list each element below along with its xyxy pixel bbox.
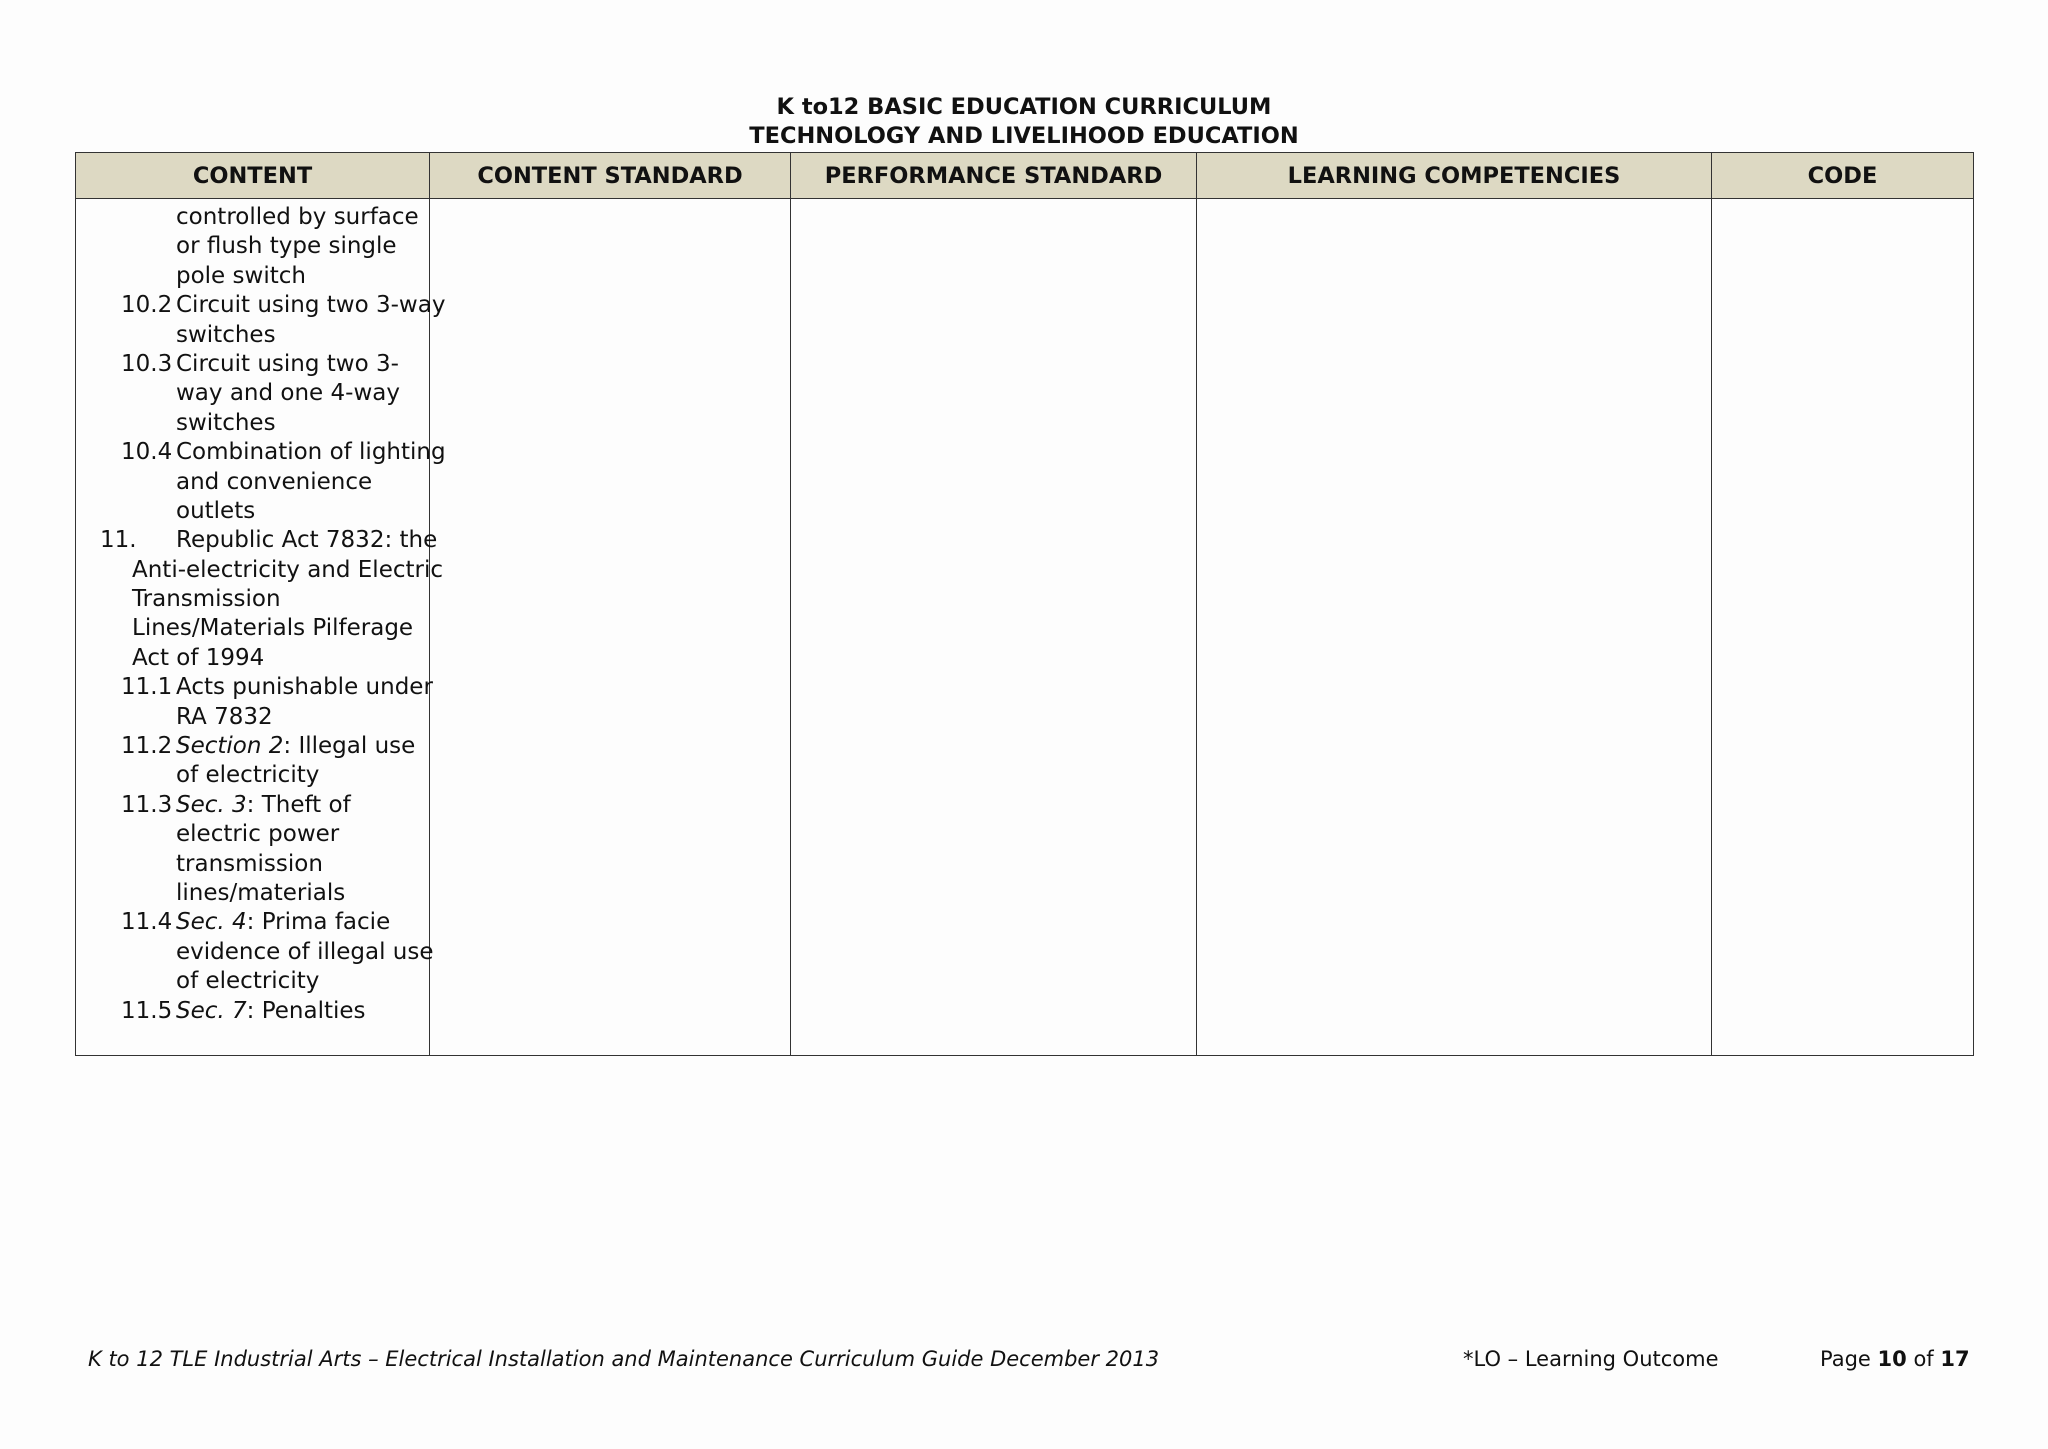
outline-text-plain: evidence of illegal use [176, 938, 434, 965]
outline-text-plain: of electricity [176, 968, 320, 995]
outline-number: 11.5 [121, 997, 173, 1024]
outline-text-emphasis: Sec. 7 [176, 997, 247, 1024]
content-line [76, 761, 429, 790]
content-line [76, 497, 429, 526]
outline-text-plain: Transmission [132, 586, 281, 613]
outline-number: 11.4 [121, 909, 173, 936]
outline-text [176, 938, 434, 967]
outline-text [176, 526, 437, 555]
content-standard-cell [430, 199, 791, 1056]
column-header-content-standard: CONTENT STANDARD [430, 153, 791, 199]
outline-text-plain: controlled by surface [176, 204, 419, 230]
outline-text [176, 791, 351, 820]
outline-text [176, 820, 339, 849]
outline-text [176, 761, 319, 790]
document-header [0, 93, 2048, 151]
content-line [76, 321, 429, 350]
outline-text-rest: : Penalties [246, 997, 366, 1024]
outline-number: 10.3 [121, 350, 173, 377]
outline-text-plain: and convenience [176, 468, 373, 495]
outline-number: 11.2 [121, 733, 173, 760]
outline-text-plain: Republic Act 7832: the [176, 527, 438, 554]
content-line [76, 291, 446, 320]
outline-text-rest: : Prima facie [246, 909, 391, 936]
outline-number: 10.2 [121, 292, 173, 319]
performance-standard-cell [791, 199, 1197, 1056]
content-line [76, 644, 429, 673]
outline-text [132, 585, 281, 614]
content-line [76, 732, 429, 761]
outline-text [176, 497, 255, 526]
outline-text-plain: lines/materials [176, 879, 346, 906]
content-line [76, 703, 429, 732]
outline-text [176, 262, 306, 291]
outline-text [176, 232, 397, 261]
content-line [76, 409, 429, 438]
outline-text-plain: RA 7832 [176, 703, 273, 730]
content-line [76, 438, 446, 467]
content-line [76, 879, 429, 908]
content-line [76, 526, 438, 555]
outline-text-emphasis: Sec. 3 [176, 791, 247, 818]
outline-number: 11. [100, 527, 137, 554]
outline-text-plain: outlets [176, 497, 256, 524]
footer-lo-note: *LO – Learning Outcome [1463, 1347, 1719, 1371]
outline-text [132, 556, 443, 585]
outline-text-plain: of electricity [176, 762, 320, 789]
outline-text [132, 614, 413, 643]
content-line [76, 614, 429, 643]
outline-text [132, 644, 264, 673]
code-cell [1712, 199, 1974, 1056]
outline-text [176, 732, 415, 761]
content-line [76, 791, 429, 820]
outline-text-emphasis: Section 2 [176, 733, 284, 760]
outline-text [176, 850, 323, 879]
column-header-learning-competencies: LEARNING COMPETENCIES [1197, 153, 1712, 199]
outline-text-plain: switches [176, 409, 276, 436]
content-line [76, 350, 429, 379]
outline-text-plain: switches [176, 321, 276, 348]
column-header-code: CODE [1712, 153, 1974, 199]
outline-text-plain: Anti-electricity and Electric [132, 556, 444, 583]
content-line [76, 468, 429, 497]
outline-text-plain: Circuit using two 3- [176, 350, 399, 377]
subject-title: TECHNOLOGY AND LIVELIHOOD EDUCATION [749, 123, 1299, 149]
outline-text [176, 908, 390, 937]
content-line [76, 938, 434, 967]
outline-text-plain: Lines/Materials Pilferage [132, 615, 414, 642]
content-line [76, 673, 433, 702]
outline-text-plain: or flush type single [176, 233, 397, 260]
outline-text-rest: : Theft of [246, 791, 351, 818]
content-line [76, 997, 429, 1026]
outline-text-plain: pole switch [176, 262, 306, 289]
content-line [76, 908, 429, 937]
content-outline [76, 203, 446, 1026]
outline-text-plain: transmission [176, 850, 323, 877]
outline-text [176, 673, 433, 702]
outline-text [176, 203, 419, 232]
content-line [76, 820, 429, 849]
outline-text [176, 468, 372, 497]
outline-text-rest: : Illegal use [283, 733, 416, 760]
outline-text [176, 879, 345, 908]
learning-competencies-cell [1197, 199, 1712, 1056]
outline-text [176, 379, 400, 408]
content-line [76, 262, 429, 291]
column-header-performance-standard: PERFORMANCE STANDARD [791, 153, 1197, 199]
page-label: Page [1820, 1347, 1871, 1371]
content-line [76, 379, 429, 408]
content-line [76, 232, 429, 261]
curriculum-table [75, 152, 1974, 1056]
page-current: 10 [1877, 1347, 1907, 1371]
outline-text [176, 997, 366, 1026]
outline-text-plain: Combination of lighting [176, 439, 446, 466]
content-line [76, 850, 429, 879]
curriculum-title: K to12 BASIC EDUCATION CURRICULUM [776, 94, 1272, 120]
outline-text-plain: Acts punishable under [176, 674, 433, 701]
column-header-content: CONTENT [76, 153, 430, 199]
content-cell [76, 199, 446, 1056]
content-line [76, 967, 429, 996]
outline-text [176, 438, 446, 467]
outline-text [176, 967, 319, 996]
table-header-row [76, 153, 1974, 199]
table-row [76, 199, 1974, 1056]
outline-text [176, 703, 273, 732]
page-number [1820, 1346, 1970, 1372]
outline-text-emphasis: Sec. 4 [176, 909, 247, 936]
outline-text-plain: way and one 4-way [176, 380, 400, 407]
outline-text [176, 291, 445, 320]
content-line [76, 585, 429, 614]
content-line [76, 203, 429, 232]
footer-guide-title: K to 12 TLE Industrial Arts – Electrical Installation and Maintenance Curriculum Guide December 2013 [88, 1347, 1160, 1371]
page-total: 17 [1940, 1347, 1970, 1371]
outline-number: 11.3 [121, 791, 173, 818]
outline-text-plain: electric power [176, 821, 340, 848]
outline-text [176, 409, 276, 438]
content-line [76, 556, 444, 585]
outline-number: 11.1 [121, 674, 173, 701]
outline-text-plain: Circuit using two 3-way [176, 292, 446, 319]
outline-number: 10.4 [121, 439, 173, 466]
outline-text-plain: Act of 1994 [132, 644, 265, 671]
outline-text [176, 350, 399, 379]
page-of-label: of [1913, 1347, 1934, 1371]
outline-text [176, 321, 276, 350]
